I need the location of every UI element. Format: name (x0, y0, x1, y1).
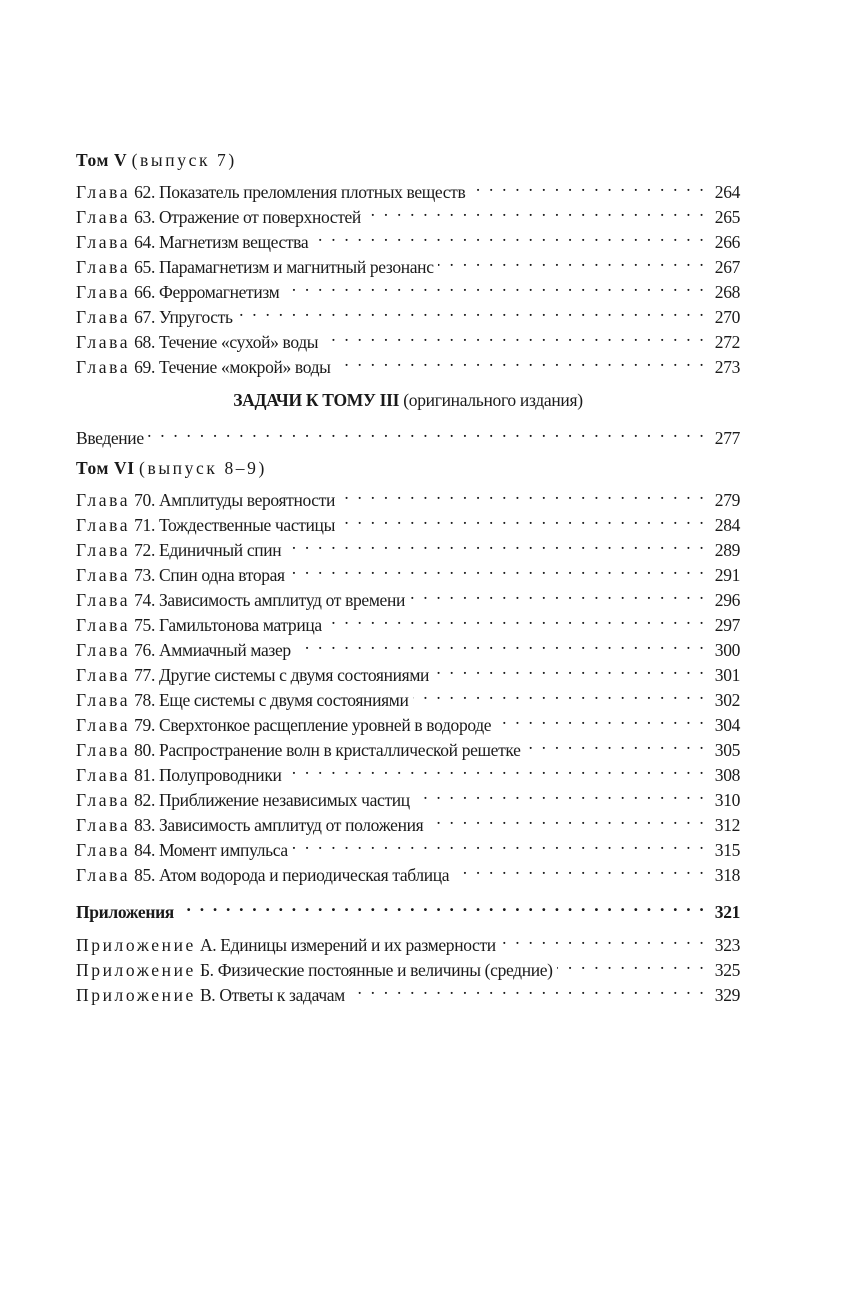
spacer (76, 918, 740, 926)
entry-prefix: Приложение (76, 935, 196, 955)
entry-page: 304 (714, 715, 740, 735)
dot-leader (500, 926, 706, 951)
entry-page: 315 (714, 840, 740, 860)
entry-page: 296 (714, 590, 740, 610)
dot-leader (322, 323, 706, 348)
entry-title: Введение (76, 428, 144, 448)
entry-prefix: Глава (76, 740, 131, 760)
section-title-bold: ЗАДАЧИ К ТОМУ III (233, 390, 400, 410)
dot-leader (414, 781, 706, 806)
dot-leader (433, 656, 706, 681)
problems-section-title (76, 388, 740, 413)
entry-page: 308 (714, 765, 740, 785)
dot-leader (286, 756, 707, 781)
entry-prefix: Глава (76, 207, 131, 227)
dot-leader (285, 531, 706, 556)
entry-title: 68. Течение «сухой» воды (134, 332, 319, 352)
dot-leader (413, 681, 706, 706)
entry-page: 272 (714, 332, 740, 352)
entry-title: 63. Отражение от поверхностей (134, 207, 361, 227)
dot-leader (469, 173, 706, 198)
dot-leader (339, 506, 706, 531)
entry-title: Б. Физические постоянные и величины (средние) (199, 960, 553, 980)
toc-entry-appendices[interactable] (76, 893, 740, 922)
entry-title: А. Единицы измерений и их размерности (199, 935, 496, 955)
entry-title: 69. Течение «мокрой» воды (134, 357, 331, 377)
entry-page: 284 (714, 515, 740, 535)
entry-page: 264 (714, 182, 740, 202)
entry-page: 268 (714, 282, 740, 302)
entry-title: 83. Зависимость амплитуд от положения (134, 815, 424, 835)
entry-prefix: Глава (76, 307, 131, 327)
entry-prefix: Глава (76, 257, 131, 277)
dot-leader (295, 631, 706, 656)
dot-leader (438, 248, 706, 273)
entry-title: 84. Момент импульса (134, 840, 288, 860)
entry-page: 323 (714, 935, 740, 955)
dot-leader (409, 581, 706, 606)
entry-prefix: Глава (76, 565, 131, 585)
entry-prefix: Глава (76, 790, 131, 810)
entry-title: 71. Тождественные частицы (134, 515, 335, 535)
entry-title: В. Ответы к задачам (199, 985, 345, 1005)
entry-page: 277 (714, 428, 740, 448)
dot-leader (283, 273, 706, 298)
entry-title: 65. Парамагнетизм и магнитный резонанс (134, 257, 434, 277)
entry-prefix: Глава (76, 815, 131, 835)
dot-leader (335, 348, 706, 373)
entry-prefix: Глава (76, 282, 131, 302)
dot-leader (326, 606, 706, 631)
entry-title: 80. Распространение волн в кристаллической решетке (134, 740, 521, 760)
entry-title: 62. Показатель преломления плотных веществ (134, 182, 466, 202)
entry-prefix: Глава (76, 540, 131, 560)
entry-prefix: Глава (76, 640, 131, 660)
dot-leader (365, 198, 706, 223)
dot-leader (148, 419, 706, 444)
entry-page: 265 (714, 207, 740, 227)
toc-entry-ch62[interactable] (76, 173, 740, 202)
volume-vi-heading (76, 456, 740, 481)
entry-page: 297 (714, 615, 740, 635)
entry-page: 310 (714, 790, 740, 810)
entry-page: 318 (714, 865, 740, 885)
entry-page: 305 (714, 740, 740, 760)
entry-title: 76. Аммиачный мазер (134, 640, 291, 660)
entry-prefix: Глава (76, 865, 131, 885)
dot-leader (178, 893, 706, 918)
entry-page: 289 (714, 540, 740, 560)
entry-page: 329 (714, 985, 740, 1005)
entry-page: 270 (714, 307, 740, 327)
toc-entry-ch70[interactable] (76, 481, 740, 510)
entry-title: 75. Гамильтонова матрица (134, 615, 322, 635)
entry-prefix: Глава (76, 515, 131, 535)
dot-leader (495, 706, 706, 731)
volume-issue: (выпуск 7) (131, 150, 237, 170)
entry-title: 74. Зависимость амплитуд от времени (134, 590, 406, 610)
entry-title: 77. Другие системы с двумя состояниями (134, 665, 430, 685)
entry-prefix: Глава (76, 332, 131, 352)
entry-title: 78. Еще системы с двумя состояниями (134, 690, 409, 710)
dot-leader (339, 481, 706, 506)
entry-prefix: Глава (76, 357, 131, 377)
entry-page: 325 (714, 960, 740, 980)
entry-page: 273 (714, 357, 740, 377)
entry-prefix: Глава (76, 232, 131, 252)
entry-page: 266 (714, 232, 740, 252)
entry-title: 70. Амплитуды вероятности (134, 490, 336, 510)
entry-page: 301 (714, 665, 740, 685)
dot-leader (349, 976, 706, 1001)
entry-prefix: Глава (76, 765, 131, 785)
entry-title: 73. Спин одна вторая (134, 565, 285, 585)
entry-title: 82. Приближение независимых частиц (134, 790, 410, 810)
entry-page: 267 (714, 257, 740, 277)
volume-vi-chapter-list (76, 481, 740, 885)
entry-prefix: Приложение (76, 960, 196, 980)
volume-name: Том VI (76, 458, 135, 478)
appendix-list (76, 926, 740, 1005)
entry-title: 66. Ферромагнетизм (134, 282, 280, 302)
entry-prefix: Приложение (76, 985, 196, 1005)
entry-prefix: Глава (76, 840, 131, 860)
entry-page: 302 (714, 690, 740, 710)
volume-name: Том V (76, 150, 128, 170)
dot-leader (312, 223, 706, 248)
dot-leader (427, 806, 706, 831)
entry-prefix: Глава (76, 490, 131, 510)
dot-leader (289, 556, 706, 581)
volume-v-chapter-list (76, 173, 740, 377)
entry-title: 64. Магнетизм вещества (134, 232, 309, 252)
entry-prefix: Глава (76, 182, 131, 202)
entry-page: 321 (714, 902, 740, 922)
dot-leader (237, 298, 706, 323)
table-of-contents (76, 148, 740, 1005)
section-title-rest: (оригинального издания) (403, 390, 583, 410)
entry-prefix: Глава (76, 715, 131, 735)
spacer (76, 444, 740, 456)
entry-title: Приложения (76, 902, 174, 922)
volume-v-heading (76, 148, 740, 173)
entry-page: 312 (714, 815, 740, 835)
entry-prefix: Глава (76, 615, 131, 635)
entry-title: 85. Атом водорода и периодическая таблица (134, 865, 450, 885)
entry-prefix: Глава (76, 690, 131, 710)
toc-entry-introduction[interactable] (76, 419, 740, 448)
entry-title: 67. Упругость (134, 307, 233, 327)
entry-page: 300 (714, 640, 740, 660)
entry-title: 72. Единичный спин (134, 540, 282, 560)
dot-leader (525, 731, 707, 756)
entry-prefix: Глава (76, 590, 131, 610)
entry-page: 291 (714, 565, 740, 585)
toc-entry-appendix-a[interactable] (76, 926, 740, 955)
entry-page: 279 (714, 490, 740, 510)
dot-leader (292, 831, 706, 856)
volume-issue: (выпуск 8–9) (139, 458, 267, 478)
entry-title: 81. Полупроводники (134, 765, 282, 785)
dot-leader (453, 856, 706, 881)
entry-title: 79. Сверхтонкое расщепление уровней в водороде (134, 715, 492, 735)
dot-leader (557, 951, 706, 976)
entry-prefix: Глава (76, 665, 131, 685)
